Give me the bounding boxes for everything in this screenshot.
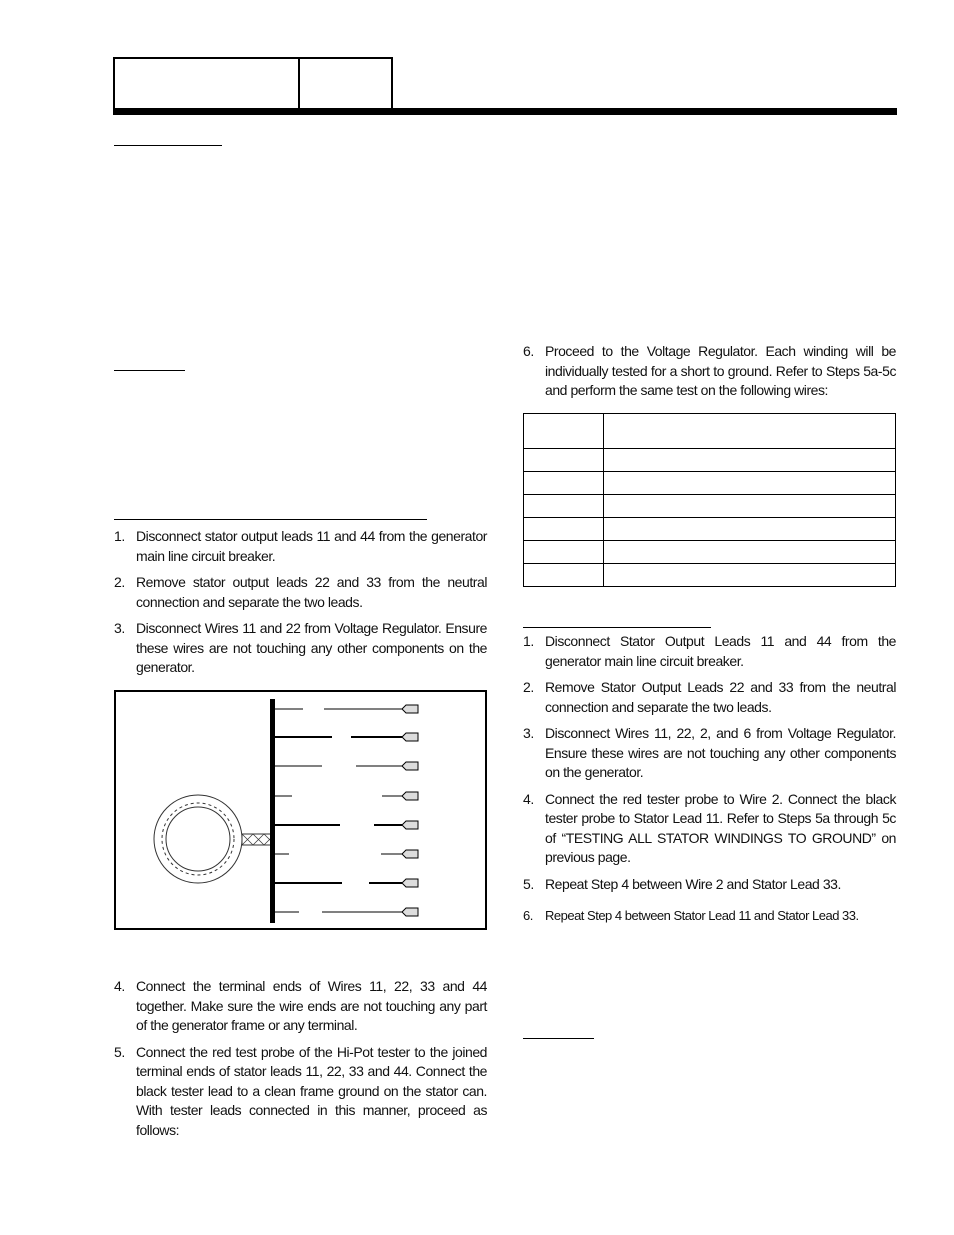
step-item: 5. Connect the red test probe of the Hi-Pot tester to the joined terminal ends of stator leads 11, 22, 33 and 44. Connect the black tester lead to a clean frame ground on the stator can. With tester leads connected in this manner, proceed as follows: — [114, 1043, 487, 1138]
header-bar — [113, 108, 897, 115]
step-item: 4. Connect the terminal ends of Wires 11, 22, 33 and 44 together. Make sure the wire ends are not touching any part of the generator frame or any terminal. — [114, 978, 487, 1033]
step-6-voltage-regulator — [523, 342, 896, 408]
section-heading-rule — [523, 1038, 594, 1039]
procedure-steps-a — [114, 527, 487, 685]
step-item: 5. Repeat Step 4 between Wire 2 and Stator Lead 33. — [523, 875, 841, 892]
table-row — [524, 449, 896, 472]
step-item: 3. Disconnect Wires 11 and 22 from Voltage Regulator. Ensure these wires are not touching any other components on the generator. — [114, 620, 487, 675]
header-divider — [298, 57, 300, 109]
table-row — [524, 472, 896, 495]
table-row — [524, 564, 896, 587]
procedure-steps-c — [523, 632, 896, 901]
section-heading-rule — [114, 370, 185, 371]
table-row — [524, 518, 896, 541]
step-item: 2. Remove stator output leads 22 and 33 from the neutral connection and separate the two leads. — [114, 574, 487, 610]
wire-harness — [242, 834, 272, 845]
table-row — [524, 541, 896, 564]
step-item: 2. Remove Stator Output Leads 22 and 33 from the neutral connection and separate the two leads. — [523, 679, 896, 715]
step-item: 3. Disconnect Wires 11, 22, 2, and 6 from Voltage Regulator. Ensure these wires are not touching any other components on the generator. — [523, 725, 896, 780]
step-item: 6. Proceed to the Voltage Regulator. Each winding will be individually tested for a short to ground. Refer to Steps 5a-5c and perform the same test on the following wires: — [523, 343, 896, 398]
procedure-heading-rule — [114, 519, 427, 520]
step-item: 1. Disconnect Stator Output Leads 11 and 44 from the generator main line circuit breaker. — [523, 633, 896, 669]
wire-bus — [270, 699, 275, 923]
procedure-step-last — [523, 906, 896, 933]
procedure-heading-rule — [523, 627, 711, 628]
header-box — [113, 57, 393, 110]
table-row — [524, 495, 896, 518]
wire-test-table — [523, 413, 896, 587]
table-header-cell — [604, 414, 896, 449]
table-header-cell — [524, 414, 604, 449]
procedure-steps-b — [114, 977, 487, 1147]
step-item: 4. Connect the red tester probe to Wire 2. Connect the black tester probe to Stator Lead 11. Refer to Steps 5a through 5c of “TESTING ALL STATOR WINDINGS TO GROUND” on previous page. — [523, 790, 896, 865]
step-item: 6. Repeat Step 4 between Stator Lead 11 and Stator Lead 33. — [523, 908, 859, 923]
step-item: 1. Disconnect stator output leads 11 and 44 from the generator main line circuit breaker. — [114, 528, 487, 564]
section-heading-rule — [114, 145, 222, 146]
stator-leads-diagram — [114, 690, 487, 930]
